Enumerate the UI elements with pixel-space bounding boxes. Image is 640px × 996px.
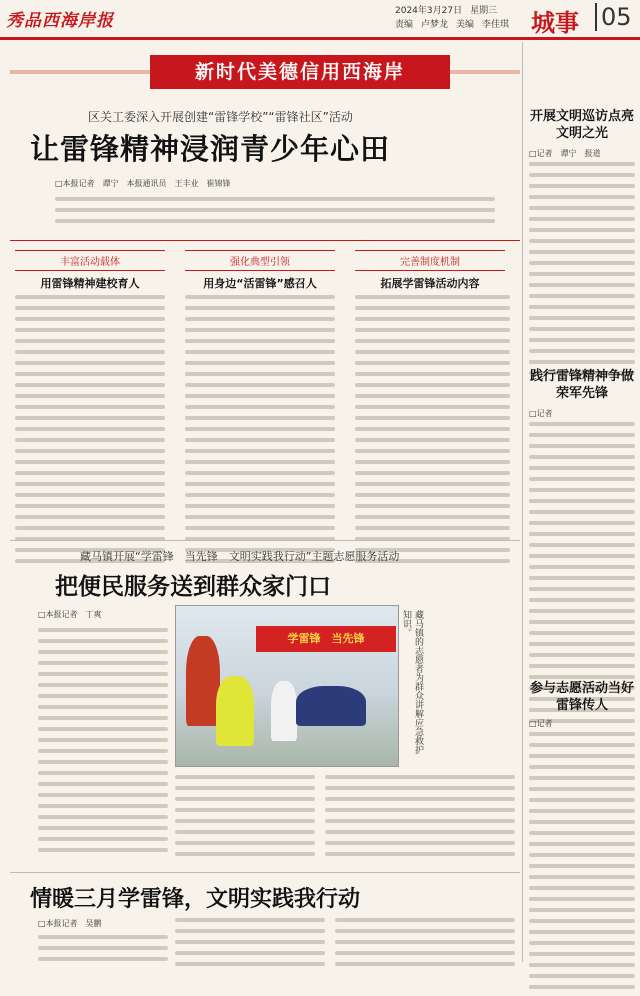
page-number: 05 bbox=[595, 3, 632, 31]
subhead-tag: 强化典型引领 bbox=[185, 250, 335, 271]
banner-title: 新时代美德信用西海岸 bbox=[150, 55, 450, 89]
designer-label: 美编 bbox=[456, 20, 475, 30]
lead-title: 让雷锋精神浸润青少年心田 bbox=[30, 132, 391, 166]
story2-body-column-1 bbox=[38, 628, 168, 859]
editor-label: 责编 bbox=[395, 20, 414, 30]
lead-body-column-1 bbox=[15, 295, 165, 570]
designer-name: 李佳琪 bbox=[482, 20, 510, 30]
sidebar-story3-title: 参与志愿活动当好雷锋传人 bbox=[529, 681, 634, 713]
story2-body-column-3 bbox=[325, 775, 515, 863]
lead-body-column-3 bbox=[355, 295, 510, 570]
photo-volunteer-figure bbox=[186, 636, 220, 726]
story2-byline: □本报记者 丁爽 bbox=[38, 610, 102, 619]
photo-cpr-dummy bbox=[296, 686, 366, 726]
news-photo bbox=[175, 605, 399, 767]
sidebar-story3-byline: □记者 bbox=[529, 719, 561, 728]
lead-divider bbox=[10, 240, 520, 241]
photo-banner-text: 学雷锋 当先锋 bbox=[256, 626, 396, 652]
sidebar-rule bbox=[522, 42, 523, 962]
subhead-tag: 丰富活动载体 bbox=[15, 250, 165, 271]
lead-subhead-3 bbox=[355, 250, 505, 291]
lead-body-column-2 bbox=[185, 295, 335, 570]
sidebar-story2-title: 践行雷锋精神争做荣军先锋 bbox=[529, 369, 634, 401]
section-divider-1 bbox=[10, 540, 520, 541]
section-name: 城事 bbox=[531, 9, 579, 37]
photo-trainer-figure bbox=[271, 681, 297, 741]
lead-kicker: 区关工委深入开展创建“雷锋学校”“雷锋社区”活动 bbox=[88, 110, 353, 124]
issue-date: 2024年3月27日 bbox=[395, 6, 463, 16]
paper-name: 秀品西海岸报 bbox=[6, 11, 114, 31]
story3-body-column-2 bbox=[175, 918, 325, 973]
story3-body-column-3 bbox=[335, 918, 515, 973]
photo-caption: 藏马镇的志愿者为群众讲解应急救护知识。 bbox=[401, 610, 423, 754]
sidebar-story1-body bbox=[529, 162, 635, 382]
section-divider-2 bbox=[10, 872, 520, 873]
masthead-rule bbox=[0, 37, 640, 40]
lead-subhead-1 bbox=[15, 250, 165, 291]
subhead-title: 用雷锋精神建校育人 bbox=[40, 277, 140, 290]
story2-kicker: 藏马镇开展“学雷锋 当先锋 文明实践我行动”主题志愿服务活动 bbox=[80, 550, 400, 563]
story2-body-column-2 bbox=[175, 775, 315, 863]
subhead-title: 用身边“活雷锋”感召人 bbox=[203, 277, 317, 290]
sidebar-story2-byline: □记者 bbox=[529, 409, 561, 418]
lead-subhead-2 bbox=[185, 250, 335, 291]
story2-title: 把便民服务送到群众家门口 bbox=[55, 574, 331, 600]
sidebar-story1-byline: □记者 谭宁 报道 bbox=[529, 149, 601, 158]
issue-weekday: 星期三 bbox=[470, 6, 498, 16]
story3-body-column-1 bbox=[38, 935, 168, 968]
subhead-title: 拓展学雷锋活动内容 bbox=[380, 277, 480, 290]
lead-byline: □本报记者 谭宁 本报通讯员 王丰业 崔锦锋 bbox=[55, 179, 231, 188]
sidebar-story3-body bbox=[529, 732, 635, 996]
issue-info bbox=[395, 4, 525, 32]
editor-name: 卢梦龙 bbox=[421, 20, 449, 30]
story3-title: 情暖三月学雷锋，文明实践我行动 bbox=[30, 887, 361, 912]
subhead-tag: 完善制度机制 bbox=[355, 250, 505, 271]
lead-intro bbox=[55, 197, 495, 231]
story3-byline: □本报记者 吴鹏 bbox=[38, 919, 102, 928]
sidebar-story1-title: 开展文明巡访点亮文明之光 bbox=[529, 109, 634, 141]
photo-volunteer-vest-figure bbox=[216, 676, 254, 746]
